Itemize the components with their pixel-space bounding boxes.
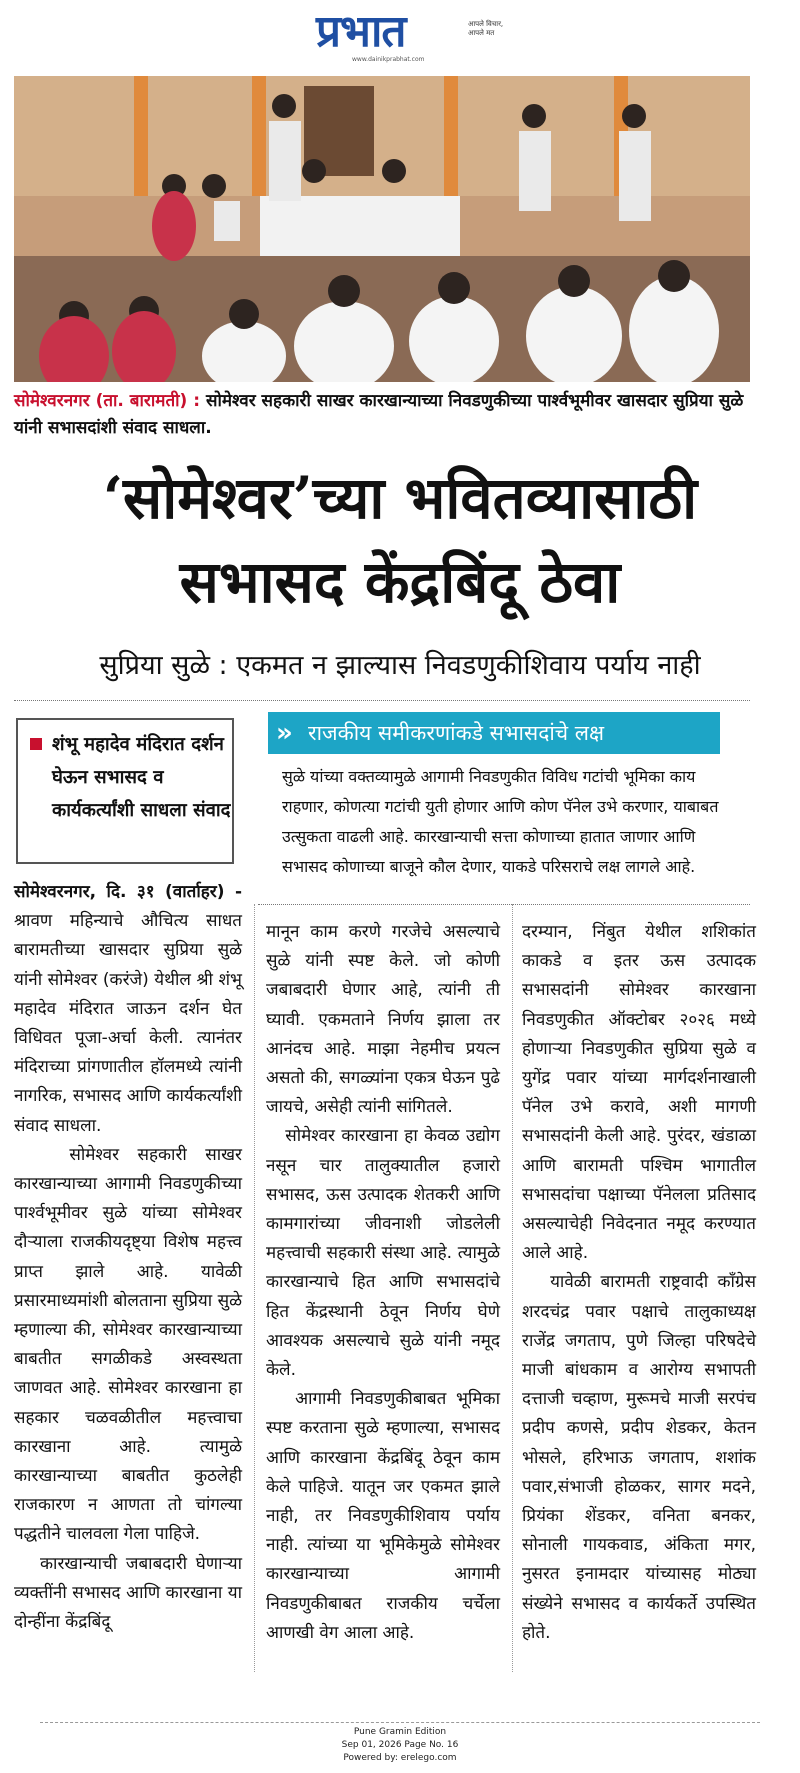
- dateline: सोमेश्वरनगर, दि. ३१ (वार्ताहर) -: [14, 882, 242, 902]
- caption-place: सोमेश्वरनगर (ता. बारामती) :: [14, 391, 201, 411]
- logo-url: www.dainikprabhat.com: [352, 56, 425, 63]
- paragraph: यावेळी बारामती राष्ट्रवादी काँग्रेस शरदचंद्र पवार पक्षाचे तालुकाध्यक्ष राजेंद्र जगताप, पुणे जिल्हा परिषदेचे माजी बांधकाम व आरोग्य सभापती दत्ताजी चव्हाण, मुरूमचे माजी सरपंच प्रदीप कणसे, प्रदीप शेडकर, केतन भोसले, हरिभाऊ जगताप, शशांक पवार,संभाजी होळकर, सागर मदने, प्रियंका शेंडकर, वनिता बनकर, सोनाली गायकवाड, अंकिता मगर, नुसरत इनामदार यांच्यासह मोठ्या संख्येने सभासद व कार्यकर्ते उपस्थित होते.: [522, 1272, 756, 1643]
- article-column-2: [266, 918, 500, 1648]
- masthead: [0, 0, 800, 72]
- subheadline: सुप्रिया सुळे : एकमत न झाल्यास निवडणुकीशिवाय पर्याय नाही: [99, 650, 701, 681]
- paragraph: मानून काम करणे गरजेचे असल्याचे सुळे यांनी स्पष्ट केले. जो कोणी जबाबदारी घेणार आहे, त्यांनी ती घ्यावी. एकमताने निर्णय झाला तर आनंदच आहे. माझा नेहमीच प्रयत्न असतो की, सगळ्यांना एकत्र घेऊन पुढे जायचे, असेही त्यांनी सांगितले.: [266, 922, 500, 1118]
- caption-text: सोमेश्वर सहकारी साखर कारखान्याच्या निवडणुकीच्या पार्श्वभूमीवर खासदार सुप्रिया सुळे यांनी सभासदांशी संवाद साधला.: [14, 391, 744, 438]
- meeting-photo-illustration: [14, 76, 750, 382]
- date-page-label: Sep 01, 2026 Page No. 16: [341, 1740, 459, 1750]
- article-column-3: [522, 918, 756, 1648]
- double-chevron-icon: »: [276, 718, 293, 748]
- photo-caption: [14, 388, 754, 442]
- column-divider: [512, 904, 513, 1672]
- edition-label: Pune Gramin Edition: [353, 1727, 447, 1737]
- intro-text: सुळे यांच्या वक्तव्यामुळे आगामी निवडणुकीत विविध गटांची भूमिका काय राहणार, कोणत्या गटांची युती होणार आणि कोण पॅनेल उभे करणार, याबाबत उत्सुकता वाढली आहे. कारखान्याची सत्ता कोणाच्या हातात जाणार आणि सभासद कोणाच्या बाजूने कौल देणार, याकडे परिसराचे लक्ष लागले आहे.: [282, 767, 719, 876]
- divider: [258, 904, 750, 905]
- headline-line-1: ‘सोमेश्वर’च्या भवितव्यासाठी: [102, 464, 698, 532]
- powered-by-link[interactable]: Powered by: erelego.com: [343, 1753, 457, 1763]
- highlight-text: शंभू महादेव मंदिरात दर्शन घेऊन सभासद व कार्यकर्त्यांशी साधला संवाद: [52, 734, 231, 821]
- paragraph: श्रावण महिन्याचे औचित्य साधत बारामतीच्या खासदार सुप्रिया सुळे यांनी सोमेश्वर (करंजे) येथील श्री शंभू महादेव मंदिरात जाऊन दर्शन घेत विधिवत पूजा-अर्चा केली. त्यानंतर मंदिराच्या प्रांगणातील हॉलमध्ये त्यांनी नागरिक, सभासद आणि कार्यकर्त्यांशी संवाद साधला.: [14, 911, 242, 1136]
- logo-tagline: आपले विचार, आपले मत: [468, 20, 504, 37]
- column-divider: [254, 904, 255, 1672]
- paragraph: सोमेश्वर कारखाना हा केवळ उद्योग नसून चार तालुक्यातील हजारो सभासद, ऊस उत्पादक शेतकरी आणि कामगारांच्या जीवनाशी जोडलेली महत्त्वाची सहकारी संस्था आहे. त्यामुळे कारखान्याचे हित आणि सभासदांचे हित केंद्रस्थानी ठेवून निर्णय घेणे आवश्यक असल्याचे सुळे यांनी नमूद केले.: [266, 1126, 500, 1381]
- news-photo: [14, 76, 750, 382]
- article-column-1: [14, 878, 242, 1637]
- footer-divider: [40, 1722, 760, 1723]
- paragraph: दरम्यान, निंबुत येथील शशिकांत काकडे व इतर ऊस उत्पादक सभासदांनी सोमेश्वर कारखाना निवडणुकीत ऑक्टोबर २०२६ मध्ये होणाऱ्या निवडणुकीत सुप्रिया सुळे व युगेंद्र पवार यांच्या मार्गदर्शनाखाली पॅनेल उभे करावे, अशी मागणी सभासदांनी केली आहे. पुरंदर, खंडाळा आणि बारामती पश्चिम भागातील सभासदांचा पक्षाच्या पॅनेलला प्रतिसाद असल्याचेही निवेदनात नमूद करण्यात आले आहे.: [522, 922, 756, 1264]
- red-square-bullet-icon: [30, 738, 42, 750]
- section-banner: [268, 712, 720, 754]
- page-footer: [0, 1726, 800, 1765]
- headline: [0, 456, 800, 624]
- paragraph: सोमेश्वर सहकारी साखर कारखान्याच्या आगामी निवडणुकीच्या पार्श्वभूमीवर सुळे यांच्या सोमेश्वर दौऱ्याला राजकीयदृष्ट्या विशेष महत्त्व प्राप्त झाले आहे. यावेळी प्रसारमाध्यमांशी बोलताना सुप्रिया सुळे म्हणाल्या की, सोमेश्वर कारखान्याच्या बाबतीत सगळीकडे अस्वस्थता जाणवत आहे. सोमेश्वर कारखाना हा सहकार चळवळीतील महत्त्वाचा कारखाना आहे. त्यामुळे कारखान्याच्या बाबतीत कुठलेही राजकारण न आणता तो चांगल्या पद्धतीने चालवला गेला पाहिजे.: [14, 1144, 242, 1545]
- newspaper-logo: प्रभात: [316, 6, 406, 57]
- highlight-box: [16, 718, 234, 864]
- divider: [14, 700, 750, 701]
- paragraph: कारखान्याची जबाबदारी घेणाऱ्या व्यक्तींनी सभासद आणि कारखाना या दोन्हींना केंद्रबिंदू: [14, 1553, 242, 1633]
- banner-text: राजकीय समीकरणांकडे सभासदांचे लक्ष: [308, 721, 605, 745]
- paragraph: आगामी निवडणुकीबाबत भूमिका स्पष्ट करताना सुळे म्हणाल्या, सभासद आणि कारखाना केंद्रबिंदू ठेवून काम केले पाहिजे. यातून जर एकमत झाले नाही, तर निवडणुकीशिवाय पर्याय नाही. त्यांच्या या भूमिकेमुळे सोमेश्वर कारखान्याच्या आगामी निवडणुकीबाबत राजकीय चर्चेला आणखी वेग आला आहे.: [266, 1389, 500, 1643]
- headline-line-2: सभासद केंद्रबिंदू ठेवा: [179, 548, 621, 616]
